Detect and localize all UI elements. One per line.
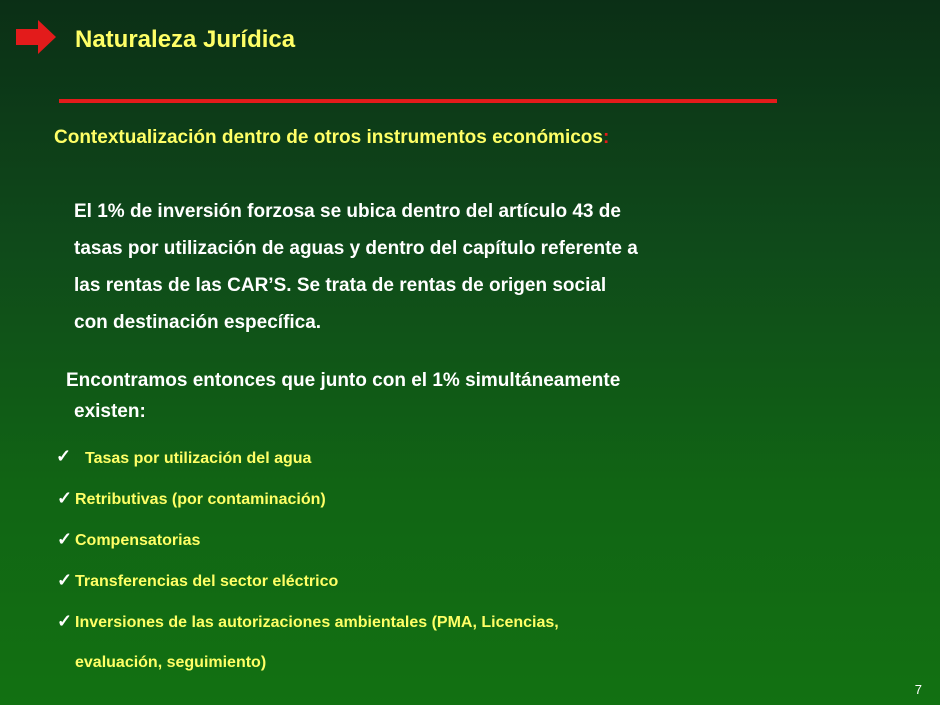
right-arrow-icon <box>16 20 56 54</box>
paragraph-1-line: tasas por utilización de aguas y dentro del capítulo referente a <box>74 238 638 259</box>
slide-title: Naturaleza Jurídica <box>75 26 296 53</box>
paragraph-1-line: las rentas de las CAR’S. Se trata de rentas de origen social <box>74 275 607 296</box>
list-item: Inversiones de las autorizaciones ambientales (PMA, Licencias, <box>75 614 559 631</box>
list-item-continuation: evaluación, seguimiento) <box>75 654 267 671</box>
paragraph-1-line: con destinación específica. <box>74 312 322 333</box>
list-item: Tasas por utilización del agua <box>85 450 312 467</box>
section-heading-text: Contextualización dentro de otros instrumentos económicos <box>54 127 603 148</box>
list-item: Compensatorias <box>75 532 201 549</box>
paragraph-1 <box>74 193 794 341</box>
section-heading-colon: : <box>602 127 610 148</box>
paragraph-1-line: El 1% de inversión forzosa se ubica dentro del artículo 43 de <box>74 201 621 222</box>
list-item: Retributivas (por contaminación) <box>75 491 326 508</box>
paragraph-2-line-2: existen: <box>74 401 146 422</box>
checkmark-icon: ✓ <box>57 570 73 590</box>
paragraph-2-line-1: Encontramos entonces que junto con el 1% simultáneamente <box>66 370 621 391</box>
list-item: Transferencias del sector eléctrico <box>75 573 339 590</box>
page-number: 7 <box>914 682 922 697</box>
checkmark-icon: ✓ <box>57 488 73 508</box>
checkmark-icon: ✓ <box>56 446 72 466</box>
checkmark-icon: ✓ <box>57 611 73 631</box>
checkmark-icon: ✓ <box>57 529 73 549</box>
section-heading <box>54 127 609 149</box>
title-divider <box>59 99 777 103</box>
